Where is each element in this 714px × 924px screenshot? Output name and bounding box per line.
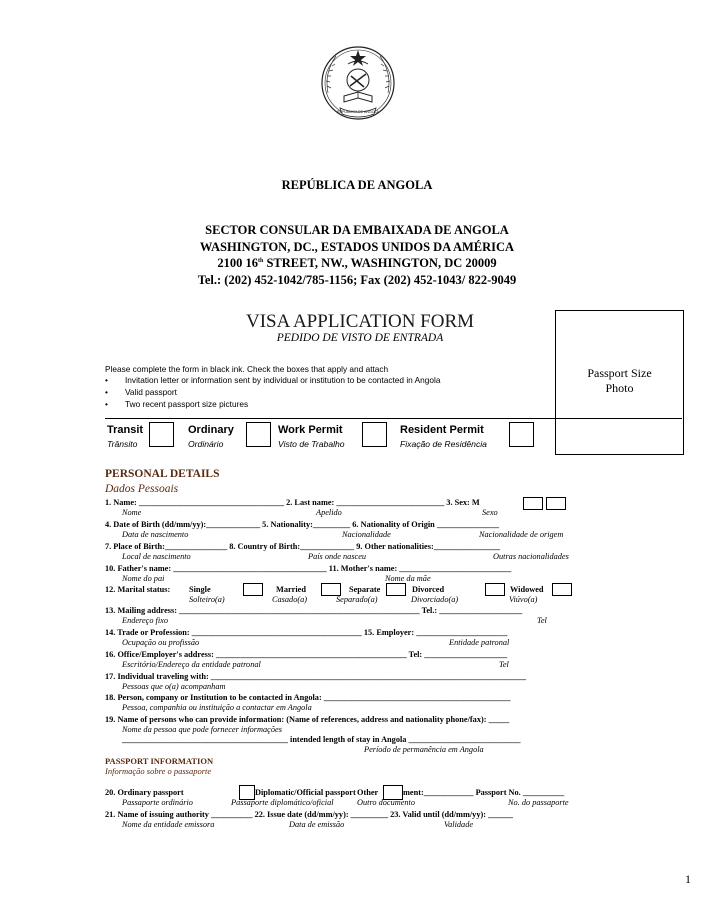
sub-label: Casado(a) <box>272 595 308 604</box>
sub-label: Nacionalidade <box>342 530 391 539</box>
marital-widowed-checkbox[interactable] <box>552 583 572 596</box>
sex-m-checkbox[interactable] <box>523 497 543 510</box>
line-length-of-stay[interactable]: ________________________________________ intended length of stay in Angola ___________________________ <box>122 735 521 744</box>
sub-label: Validade <box>444 820 474 829</box>
sub-label: Nome da entidade emissora <box>122 820 215 829</box>
sub-label: Escritório/Endereço da entidade patronal <box>122 660 261 669</box>
sub-label: Viúvo(a) <box>509 595 538 604</box>
sub-label: Ocupação ou profissão <box>122 638 200 647</box>
marital-married-label: Married <box>276 585 306 594</box>
passport-info-title: PASSPORT INFORMATION <box>105 756 214 766</box>
sub-label: Pessoas que o(a) acompanham <box>122 682 226 691</box>
visa-type-ordinary-checkbox[interactable] <box>246 422 271 447</box>
visa-type-resident-checkbox[interactable] <box>509 422 534 447</box>
instruction-item: • Invitation letter or information sent by individual or institution to be contacted in Angola <box>105 375 441 385</box>
marital-divorced-checkbox[interactable] <box>485 583 505 596</box>
passport-diplomatic-label: Diplomatic/Official passport <box>255 788 356 797</box>
line-marital-status: 12. Marital status: <box>105 585 171 594</box>
passport-ordinary-label: 20. Ordinary passport <box>105 788 184 797</box>
sub-label: Passaporte ordinário <box>122 798 193 807</box>
line-employer-address[interactable]: 16. Office/Employer's address: ______________________________________________ Tel: ____________________ <box>105 650 508 659</box>
sub-label: Nacionalidade de origem <box>479 530 564 539</box>
sub-label: No. do passaporte <box>508 798 569 807</box>
visa-type-resident-sub: Fixação de Residência <box>400 439 487 449</box>
sub-label: Tel <box>537 616 547 625</box>
country-heading: REPÚBLICA DE ANGOLA <box>281 178 433 192</box>
photo-label-line2: Photo <box>605 381 634 395</box>
form-title: VISA APPLICATION FORM <box>245 311 475 332</box>
line-birth-place[interactable]: 7. Place of Birth:_______________ 8. Country of Birth:_____________ 9. Other nationalities:________________ <box>105 542 501 551</box>
marital-single-checkbox[interactable] <box>243 583 263 596</box>
line-travel-companions[interactable]: 17. Individual traveling with: ____________________________________________________________________________ <box>105 672 527 681</box>
line-birth-date[interactable]: 4. Date of Birth (dd/mm/yy):_____________ 5. Nationality:_________ 6. Nationality of Origin _______________ <box>105 520 500 529</box>
address-heading: 2100 16th STREET, NW., WASHINGTON, DC 20009 <box>217 256 497 270</box>
sub-label: Entidade patronal <box>449 638 510 647</box>
seal-text: REPÚBLICA DE ANGOLA <box>337 110 379 114</box>
sub-label: Solteiro(a) <box>189 595 225 604</box>
visa-type-resident-label: Resident Permit <box>400 424 484 436</box>
personal-details-title: PERSONAL DETAILS <box>105 468 220 480</box>
marital-separate-label: Separate <box>349 585 381 594</box>
sub-label: Apelido <box>316 508 342 517</box>
passport-info-subtitle: Informação sobre o passaporte <box>105 766 212 776</box>
photo-label-line1: Passport Size <box>587 366 652 380</box>
line-parents[interactable]: 10. Father's name: _____________________________________ 11. Mother's name: ___________________________ <box>105 564 512 573</box>
visa-type-work-checkbox[interactable] <box>362 422 387 447</box>
line-name[interactable]: 1. Name: ___________________________________ 2. Last name: __________________________ 3. Sex: M <box>105 498 480 507</box>
visa-type-transit-sub: Trânsito <box>107 439 138 449</box>
sub-label: Nome da pessoa que pode fornecer informações <box>122 725 282 734</box>
visa-type-divider <box>105 418 682 419</box>
visa-type-work-sub: Visto de Trabalho <box>278 439 345 449</box>
sub-label: Período de permanência em Angola <box>364 745 484 754</box>
visa-type-work-label: Work Permit <box>278 424 343 436</box>
sub-label: Sexo <box>482 508 498 517</box>
marital-divorced-label: Divorced <box>412 585 445 594</box>
sub-label: Outras nacionalidades <box>493 552 569 561</box>
sub-label: País onde nasceu <box>308 552 367 561</box>
visa-type-transit-checkbox[interactable] <box>149 422 174 447</box>
sub-label: Outro documento <box>357 798 415 807</box>
instruction-item: • Two recent passport size pictures <box>105 399 249 409</box>
line-profession[interactable]: 14. Trade or Profession: _________________________________________ 15. Employer: ______________________ <box>105 628 508 637</box>
sub-label: Passaporte diplomático/oficial <box>231 798 334 807</box>
line-references[interactable]: 19. Name of persons who can provide information: (Name of references, address and nationality phone/fax): _____ <box>105 715 510 724</box>
sub-label: Data de emissão <box>289 820 345 829</box>
sub-label: Nome do pai <box>122 574 165 583</box>
visa-type-transit-label: Transit <box>107 424 144 436</box>
sub-label: Nome <box>122 508 142 517</box>
sector-heading: SECTOR CONSULAR DA EMBAIXADA DE ANGOLA <box>205 223 509 237</box>
marital-widowed-label: Widowed <box>510 585 544 594</box>
passport-number-field[interactable]: ment:____________ Passport No. __________ <box>403 788 565 797</box>
personal-details-subtitle: Dados Pessoais <box>105 483 179 495</box>
visa-type-ordinary-label: Ordinary <box>188 424 234 436</box>
seal-emblem <box>318 38 398 128</box>
visa-type-ordinary-sub: Ordinário <box>188 439 224 449</box>
sub-label: Nome da mãe <box>385 574 431 583</box>
line-contact-in-angola[interactable]: 18. Person, company or Institution to be contacted in Angola: _____________________________________________ <box>105 693 511 702</box>
phone-heading: Tel.: (202) 452-1042/785-1156; Fax (202) 452-1043/ 822-9049 <box>197 273 517 287</box>
sub-label: Tel <box>499 660 509 669</box>
city-heading: WASHINGTON, DC., ESTADOS UNIDOS DA AMÉRICA <box>199 240 515 254</box>
sub-label: Data de nascimento <box>122 530 189 539</box>
line-issuing-authority[interactable]: 21. Name of issuing authority __________ 22. Issue date (dd/mm/yy): _________ 23. Valid until (dd/mm/yy): ______ <box>105 810 513 819</box>
form-subtitle: PEDIDO DE VISTO DE ENTRADA <box>276 332 444 344</box>
marital-single-label: Single <box>189 585 211 594</box>
page-number: 1 <box>685 872 691 886</box>
instructions-intro: Please complete the form in black ink. Check the boxes that apply and attach <box>105 364 389 374</box>
marital-separate-checkbox[interactable] <box>386 583 406 596</box>
instruction-item: • Valid passport <box>105 387 177 397</box>
line-mailing-address[interactable]: 13. Mailing address: __________________________________________________________ Tel.: ____________________ <box>105 606 523 615</box>
sub-label: Endereço fixo <box>122 616 168 625</box>
sub-label: Separado(a) <box>336 595 378 604</box>
sub-label: Pessoa, companhia ou instituição a contactar em Angola <box>122 703 312 712</box>
sub-label: Local de nascimento <box>122 552 191 561</box>
sub-label: Divorciado(a) <box>411 595 459 604</box>
sex-f-checkbox[interactable] <box>546 497 566 510</box>
passport-photo-box[interactable] <box>555 310 684 455</box>
passport-other-label: Other <box>357 788 379 797</box>
